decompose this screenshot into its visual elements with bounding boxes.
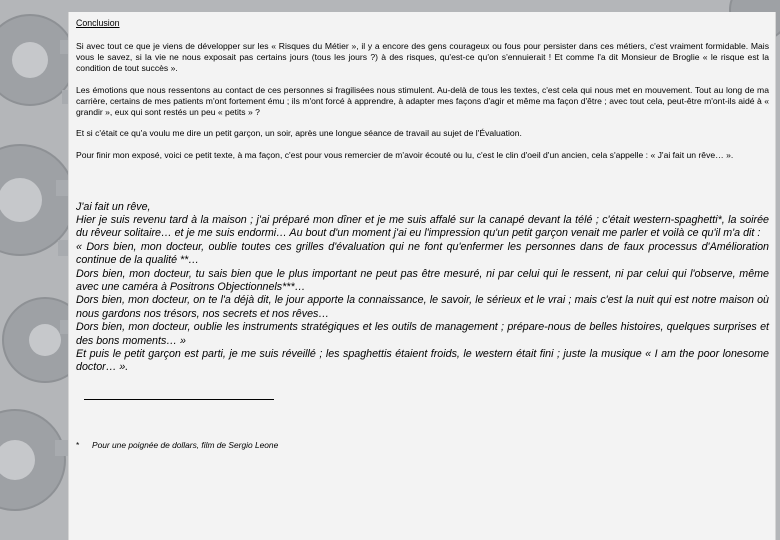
poem-line-5: Dors bien, mon docteur, on te l'a déjà dit, le jour apporte la connaissance, le savoir, le sérieux et le vrai ; mais c'est la nuit qui est notre maison où nous gardons nos trésors, nos secrets et nos rêves…: [76, 294, 769, 320]
poem-line-2: Hier je suis revenu tard à la maison ; j'ai préparé mon dîner et je me suis affalé sur la canapé devant la télé ; c'était western-spaghetti*, la soirée du rêveur solitaire… et je me suis endormi… Au bout d'un moment j'ai eu l'impression qu'un petit garçon venait me parler et voilà ce qu'il m'a dit :: [76, 213, 769, 240]
poem: [76, 201, 769, 375]
document-panel: [68, 12, 776, 540]
poem-line-7: Et puis le petit garçon est parti, je me suis réveillé ; les spaghettis étaient froids, le western était fini ; juste la musique « I am the poor lonesome doctor… ».: [76, 347, 769, 374]
paragraph-2: Les émotions que nous ressentons au contact de ces personnes si fragilisées nous stimulent. Au-delà de tous les textes, c'est cela qui nous met en mouvement. Tout au long de ma carrière, certains de mes patients m'ont fortement ému ; ils m'ont forcé à apprendre, à adapter mes façons d'agir et même ma façon d'être ; avec tout cela, peut-être m'ont-ils aidé à « grandir », eux qui sont restés un peu « petits » ?: [76, 84, 769, 117]
footnote-separator: [84, 399, 274, 400]
footnote-mark: *: [76, 439, 80, 450]
footnote: [76, 440, 769, 450]
poem-line-6: Dors bien, mon docteur, oublie les instruments stratégiques et les outils de management ; prépare-nous de belles histoires, quelques surprises et des bons moments… »: [76, 321, 769, 347]
paragraph-1: Si avec tout ce que je viens de développer sur les « Risques du Métier », il y a encore des gens courageux ou fous pour persister dans ces métiers, c'est vraiment formidable. Mais vous le savez, si la vie ne nous exposait pas certains jours (tous les jours ?) à des risques, qu'est-ce qu'on s'ennuierait ! Et comme l'a dit Monsieur de Broglie « le risque est la condition de tout succès ».: [76, 41, 769, 73]
poem-line-1: J'ai fait un rêve,: [76, 200, 151, 213]
paragraph-3: Et si c'était ce qu'a voulu me dire un petit garçon, un soir, après une longue séance de travail au sujet de l'Évaluation.: [76, 128, 522, 138]
section-heading: Conclusion: [76, 18, 120, 28]
poem-line-4: Dors bien, mon docteur, tu sais bien que le plus important ne peut pas être mesuré, ni par celui qui le ressent, ni par celui qui l'observe, même avec une caméra à Positrons Objectionnels***…: [76, 267, 769, 293]
footnote-text: Pour une poignée de dollars, film de Sergio Leone: [92, 439, 279, 450]
paragraph-4: Pour finir mon exposé, voici ce petit texte, à ma façon, c'est pour vous remercier de m'avoir écouté ou lu, c'est le clin d'oeil d'un ancien, cela s'appelle : « J'ai fait un rêve… ».: [76, 149, 734, 160]
poem-line-3: « Dors bien, mon docteur, oublie toutes ces grilles d'évaluation qui ne font qu'enfermer les personnes dans de faux processus d'Amélioration continue de la qualité **…: [76, 240, 769, 267]
